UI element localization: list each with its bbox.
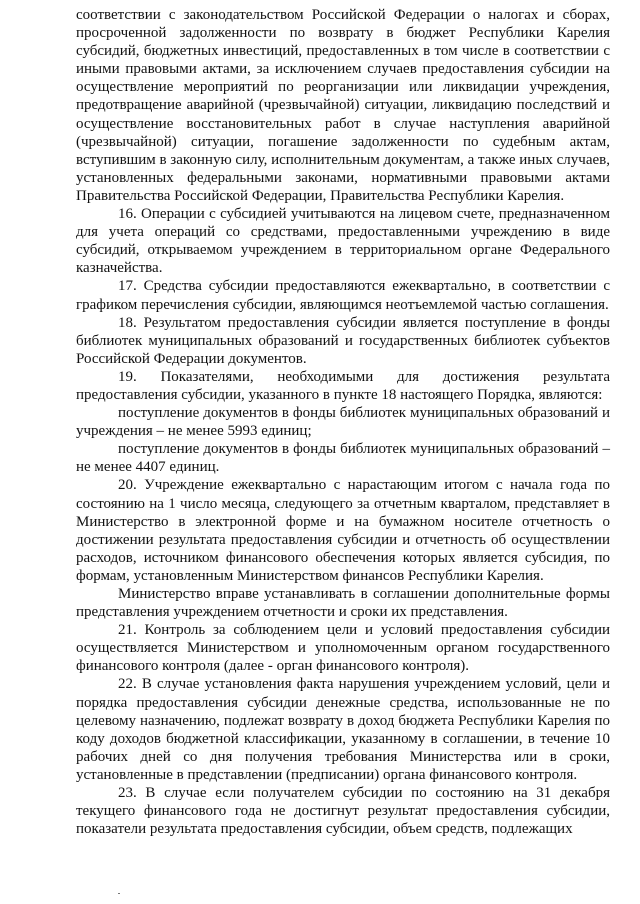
paragraph-22: 22. В случае установления факта нарушения учреждением условий, цели и порядка предоставления субсидии денежные средства, использованные не по целевому назначению, подлежат возврату в доход бюджета Республики Карелия по коду доходов бюджетной классификации, указанному в соглашении, в течение 10 рабочих дней со дня получения требования Министерства или в сроки, установленные в представлении (предписании) органа финансового контроля. bbox=[76, 676, 610, 783]
paragraph-21: 21. Контроль за соблюдением цели и условий предоставления субсидии осуществляется Министерством и уполномоченным органом государственного финансового контроля (далее - орган финансового контроля). bbox=[76, 622, 610, 675]
paragraph-18: 18. Результатом предоставления субсидии является поступление в фонды библиотек муниципальных образований и государственных библиотек субъектов Российской Федерации документов. bbox=[76, 314, 610, 367]
paragraph-20: 20. Учреждение ежеквартально с нарастающим итогом с начала года по состоянию на 1 число месяца, следующего за отчетным кварталом, представляет в Министерство в электронной форме и на бумажном носителе отчетность о достижении результата предоставления субсидии и отчетность об осуществлении расходов, источником финансового обеспечения которых является субсидия, по формам, установленным Министерством финансов Республики Карелия. bbox=[76, 477, 610, 584]
paragraph-23: 23. В случае если получателем субсидии по состоянию на 31 декабря текущего финансового года не достигнут результат предоставления субсидии, показатели результата предоставления субсидии, объем средств, подлежащих bbox=[76, 785, 610, 838]
paragraph-20-additional: Министерство вправе устанавливать в соглашении дополнительные формы представления учреждением отчетности и сроки их представления. bbox=[76, 586, 610, 621]
scan-speck bbox=[118, 893, 120, 894]
paragraph-19: 19. Показателями, необходимыми для достижения результата предоставления субсидии, указанного в пункте 18 настоящего Порядка, являются: bbox=[76, 368, 610, 403]
paragraph-17: 17. Средства субсидии предоставляются ежеквартально, в соответствии с графиком перечисления субсидии, являющимся неотъемлемой частью соглашения. bbox=[76, 278, 610, 313]
paragraph-19-item-2: поступление документов в фонды библиотек муниципальных образований – не менее 4407 единиц. bbox=[76, 441, 610, 476]
paragraph-19-item-1: поступление документов в фонды библиотек муниципальных образований и учреждения – не менее 5993 единиц; bbox=[76, 405, 610, 440]
paragraph-continuation: соответствии с законодательством Российской Федерации о налогах и сборах, просроченной задолженности по возврату в бюджет Республики Карелия субсидий, бюджетных инвестиций, предоставленных в том числе в соответствии с иными правовыми актами, за исключением случаев предоставления субсидии на осуществление мероприятий по реорганизации или ликвидации учреждения, предотвращение аварийной (чрезвычайной) ситуации, ликвидацию последствий и осуществление восстановительных работ в случае наступления аварийной (чрезвычайной) ситуации, погашение задолженности по судебным актам, вступившим в законную силу, исполнительным документам, а также иных случаев, установленных федеральными законами, нормативными правовыми актами Правительства Российской Федерации, Правительства Республики Карелия. bbox=[76, 7, 610, 204]
paragraph-16: 16. Операции с субсидией учитываются на лицевом счете, предназначенном для учета операций со средствами, предоставленными учреждению в виде субсидий, открываемом учреждением в территориальном органе Федерального казначейства. bbox=[76, 206, 610, 277]
